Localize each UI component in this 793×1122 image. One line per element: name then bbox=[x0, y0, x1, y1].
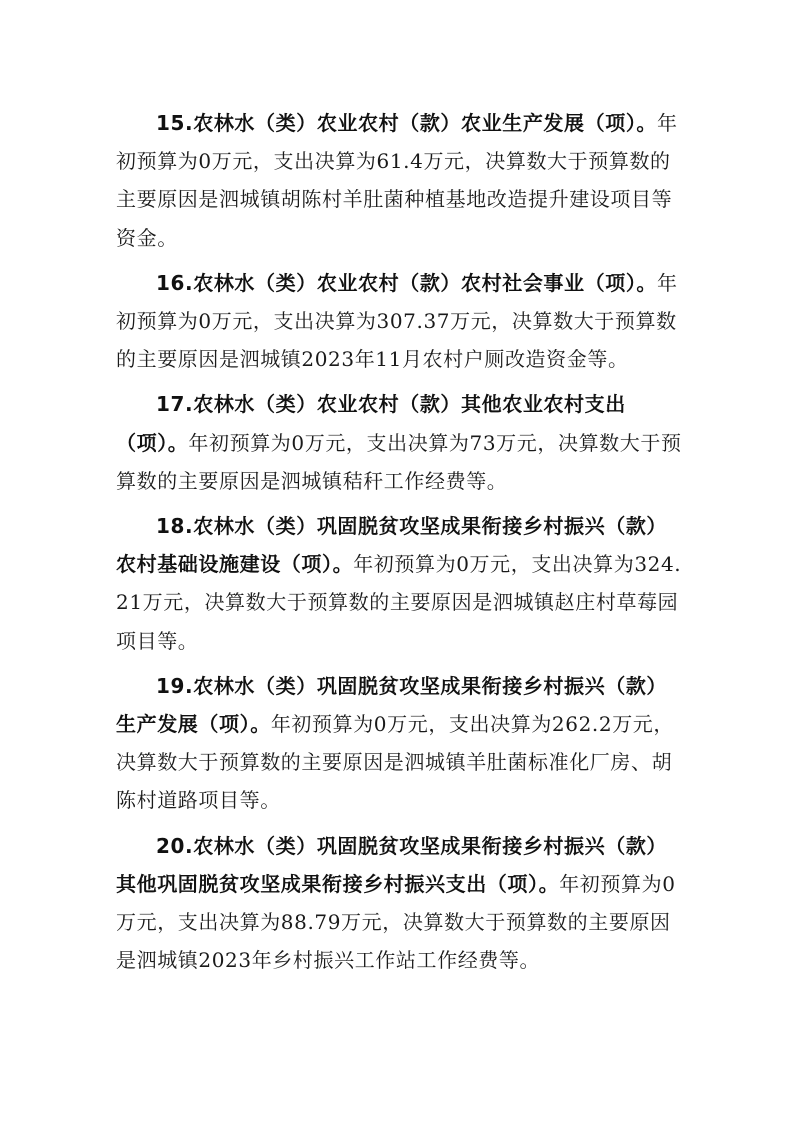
paragraph-item-16 bbox=[116, 264, 682, 379]
paragraph-item-20 bbox=[116, 827, 682, 980]
paragraph-text: 年初预算为0万元，支出决算为88.79万元，决算数大于预算数的主要原因是泗城镇2023年乡村振兴工作站工作经费等。 bbox=[116, 871, 676, 973]
paragraph-heading: 20.农林水（类）巩固脱贫攻坚成果衔接乡村振兴（款）其他巩固脱贫攻坚成果衔接乡村振兴支出（项）。 bbox=[116, 833, 668, 896]
paragraph-heading: 15.农林水（类）农业农村（款）农业生产发展（项）。 bbox=[156, 111, 658, 135]
paragraph-heading: 17.农林水（类）农业农村（款）其他农业农村支出（项）。 bbox=[116, 392, 626, 455]
paragraph-text: 年初预算为0万元，支出决算为262.2万元，决算数大于预算数的主要原因是泗城镇羊肚菌标准化厂房、胡陈村道路项目等。 bbox=[116, 712, 674, 813]
paragraph-item-15 bbox=[116, 104, 682, 257]
document-body bbox=[116, 104, 682, 986]
paragraph-item-18 bbox=[116, 507, 682, 660]
paragraph-text: 年初预算为0万元，支出决算为73万元，决算数大于预算数的主要原因是泗城镇秸秆工作经费等。 bbox=[116, 430, 682, 493]
paragraph-text: 年初预算为0万元，支出决算为324.21万元，决算数大于预算数的主要原因是泗城镇赵庄村草莓园项目等。 bbox=[116, 552, 682, 653]
paragraph-heading: 18.农林水（类）巩固脱贫攻坚成果衔接乡村振兴（款）农村基础设施建设（项）。 bbox=[116, 514, 668, 577]
paragraph-text: 年初预算为0万元，支出决算为307.37万元，决算数大于预算数的主要原因是泗城镇2023年11月农村户厕改造资金等。 bbox=[116, 270, 678, 372]
paragraph-text: 年初预算为0万元，支出决算为61.4万元，决算数大于预算数的主要原因是泗城镇胡陈村羊肚菌种植基地改造提升建设项目等资金。 bbox=[116, 111, 678, 250]
paragraph-heading: 19.农林水（类）巩固脱贫攻坚成果衔接乡村振兴（款）生产发展（项）。 bbox=[116, 673, 668, 737]
paragraph-item-19 bbox=[116, 667, 682, 820]
paragraph-heading: 16.农林水（类）农业农村（款）农村社会事业（项）。 bbox=[156, 270, 658, 295]
paragraph-item-17 bbox=[116, 385, 682, 500]
